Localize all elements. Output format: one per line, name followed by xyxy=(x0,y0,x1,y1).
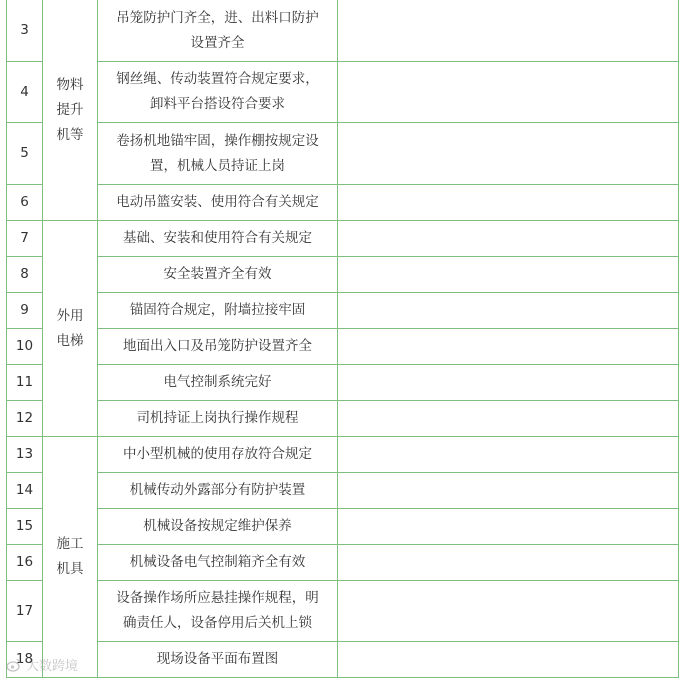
result-cell[interactable] xyxy=(338,329,679,365)
item-number: 6 xyxy=(7,185,43,221)
requirement-text: 中小型机械的使用存放符合规定 xyxy=(123,446,312,462)
result-cell[interactable] xyxy=(338,509,679,545)
table-row xyxy=(7,221,679,257)
item-number: 7 xyxy=(7,221,43,257)
result-cell[interactable] xyxy=(338,257,679,293)
result-cell[interactable] xyxy=(338,185,679,221)
item-number: 11 xyxy=(7,365,43,401)
requirement-text: 置，机械人员持证上岗 xyxy=(150,157,285,174)
category-cell xyxy=(43,437,98,678)
item-number: 17 xyxy=(7,581,43,642)
result-cell[interactable] xyxy=(338,545,679,581)
category-label: 机具 xyxy=(56,561,84,577)
table-row xyxy=(7,545,679,581)
requirement-cell xyxy=(98,0,338,62)
requirement-cell xyxy=(98,642,338,678)
table-row xyxy=(7,437,679,473)
requirement-text: 设置齐全 xyxy=(190,34,245,51)
category-label: 外用 xyxy=(56,307,84,324)
item-number: 10 xyxy=(7,329,43,365)
requirement-text: 安全装置齐全有效 xyxy=(163,266,272,282)
requirement-text: 机械设备按规定维护保养 xyxy=(143,518,292,534)
item-number: 8 xyxy=(7,257,43,293)
requirement-cell xyxy=(98,545,338,581)
result-cell[interactable] xyxy=(338,221,679,257)
table-row xyxy=(7,473,679,509)
category-label: 提升 xyxy=(56,101,84,118)
item-number: 13 xyxy=(7,437,43,473)
table-row xyxy=(7,185,679,221)
item-number: 5 xyxy=(7,123,43,185)
item-number: 16 xyxy=(7,545,43,581)
requirement-cell xyxy=(98,123,338,185)
requirement-text: 钢丝绳、传动装置符合规定要求， xyxy=(116,71,319,87)
requirement-text: 基础、安装和使用符合有关规定 xyxy=(123,230,312,246)
item-number: 18 xyxy=(7,642,43,678)
requirement-text: 确责任人，设备停用后关机上锁 xyxy=(123,615,312,631)
table-row xyxy=(7,0,679,62)
requirement-text: 现场设备平面布置图 xyxy=(156,651,279,667)
requirement-cell xyxy=(98,473,338,509)
table-row xyxy=(7,642,679,678)
table-row xyxy=(7,365,679,401)
table-row xyxy=(7,257,679,293)
result-cell[interactable] xyxy=(338,365,679,401)
requirement-text: 设备操作场所应悬挂操作规程，明 xyxy=(116,590,319,606)
requirement-cell xyxy=(98,437,338,473)
item-number: 15 xyxy=(7,509,43,545)
result-cell[interactable] xyxy=(338,293,679,329)
requirement-text: 地面出入口及吊笼防护设置齐全 xyxy=(123,338,312,354)
item-number: 4 xyxy=(7,62,43,123)
table-row xyxy=(7,581,679,642)
requirement-text: 机械传动外露部分有防护装置 xyxy=(129,482,306,498)
requirement-cell xyxy=(98,185,338,221)
requirement-cell xyxy=(98,221,338,257)
table-row xyxy=(7,293,679,329)
requirement-text: 卷扬机地锚牢固，操作棚按规定设 xyxy=(116,132,319,149)
requirement-text: 机械设备电气控制箱齐全有效 xyxy=(129,554,306,570)
category-label: 电梯 xyxy=(56,332,84,349)
requirement-text: 卸料平台搭设符合要求 xyxy=(150,96,285,112)
table-row xyxy=(7,401,679,437)
requirement-text: 电动吊篮安装、使用符合有关规定 xyxy=(116,194,319,210)
table-row xyxy=(7,123,679,185)
table-row xyxy=(7,62,679,123)
result-cell[interactable] xyxy=(338,123,679,185)
category-cell xyxy=(43,221,98,437)
item-number: 3 xyxy=(7,0,43,62)
requirement-cell xyxy=(98,365,338,401)
item-number: 12 xyxy=(7,401,43,437)
category-label: 施工 xyxy=(56,536,84,552)
result-cell[interactable] xyxy=(338,642,679,678)
requirement-cell xyxy=(98,293,338,329)
result-cell[interactable] xyxy=(338,401,679,437)
safety-check-table xyxy=(6,0,679,678)
requirement-cell xyxy=(98,257,338,293)
result-cell[interactable] xyxy=(338,473,679,509)
requirement-text: 锚固符合规定，附墙拉接牢固 xyxy=(129,302,306,318)
category-label: 机等 xyxy=(56,126,84,143)
requirement-text: 电气控制系统完好 xyxy=(163,374,272,390)
category-label: 物料 xyxy=(56,76,84,93)
requirement-cell xyxy=(98,509,338,545)
requirement-text: 吊笼防护门齐全，进、出料口防护 xyxy=(116,9,319,26)
result-cell[interactable] xyxy=(338,0,679,62)
item-number: 9 xyxy=(7,293,43,329)
table-row xyxy=(7,329,679,365)
result-cell[interactable] xyxy=(338,581,679,642)
category-cell xyxy=(43,0,98,221)
item-number: 14 xyxy=(7,473,43,509)
requirement-cell xyxy=(98,401,338,437)
table-row xyxy=(7,509,679,545)
requirement-text: 司机持证上岗执行操作规程 xyxy=(136,410,299,426)
watermark-text: 大数跨境 xyxy=(26,659,79,674)
requirement-cell xyxy=(98,581,338,642)
requirement-cell xyxy=(98,62,338,123)
result-cell[interactable] xyxy=(338,62,679,123)
requirement-cell xyxy=(98,329,338,365)
result-cell[interactable] xyxy=(338,437,679,473)
